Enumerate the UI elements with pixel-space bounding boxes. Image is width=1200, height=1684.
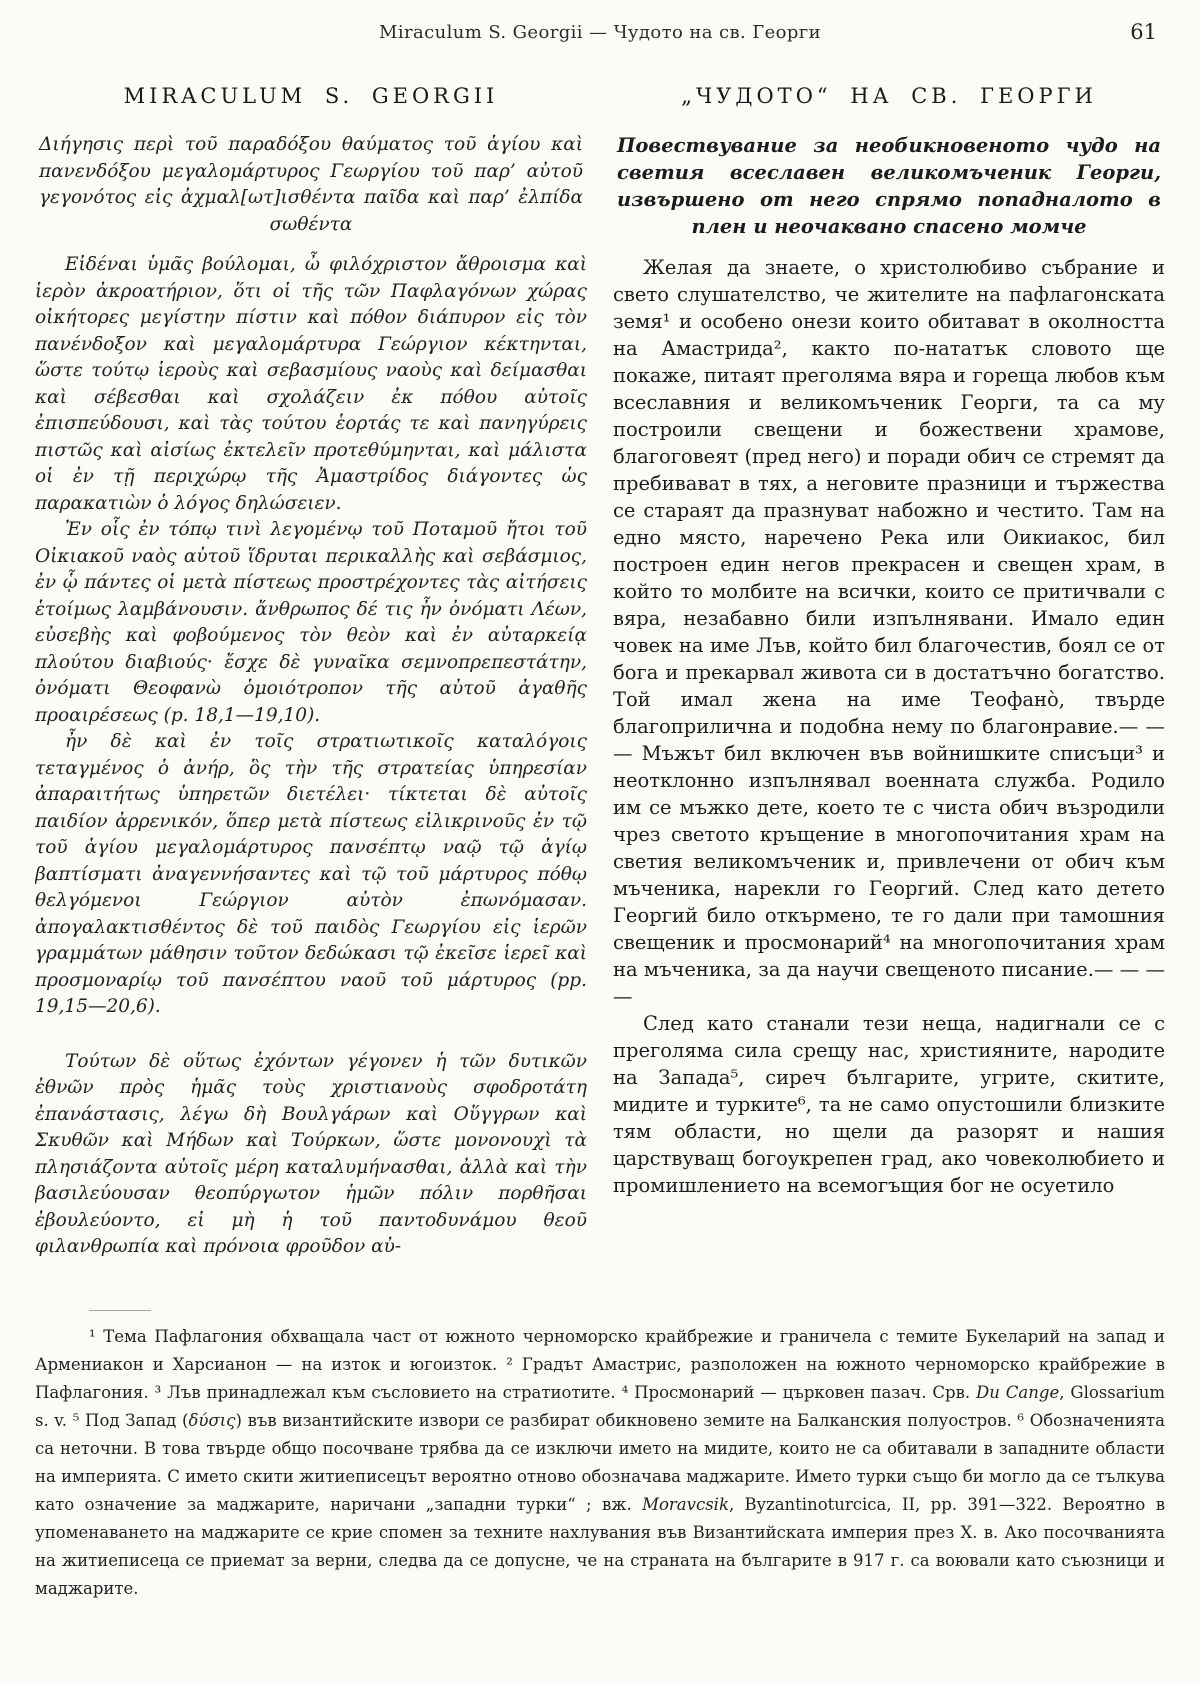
bulgarian-column <box>613 84 1165 1300</box>
greek-paragraph-1: Εἰδέναι ὑμᾶς βούλομαι, ὦ φιλόχριστον ἄθροισμα καὶ ἱερὸν ἀκροατήριον, ὅτι οἱ τῆς τῶν Παφλαγόνων χώρας οἰκήτορες μεγίστην πίστιν καὶ πόθον διάπυρον εἰς τὸν πανένδοξον καὶ μεγαλομάρτυρα Γεώργιον κέκτηνται, ὥστε τούτῳ ἱεροὺς καὶ σεβασμίους ναοὺς καὶ δείμασθαι καὶ σέβεσθαι καὶ σχολάζειν ἐκ πόθου αὐτοῖς ἐπισπεύδουσι, καὶ τὰς τούτου ἑορτάς τε καὶ πανηγύρεις πιστῶς καὶ αἰσίως ἐκτελεῖν προτεθύμηνται, καὶ μάλιστα οἱ ἐν τῇ περιχώρῳ τῆς Ἀμαστρίδος διάγοντες ὡς παρακατιὼν ὁ λόγος δηλώσειεν. <box>35 254 587 514</box>
greek-intro: Διήγησις περὶ τοῦ παραδόξου θαύματος τοῦ ἁγίου καὶ πανενδόξου μεγαλομάρτυρος Γεωργίου τοῦ παρ’ αὐτοῦ γεγονότος εἰς ἀχμαλ[ωτ]ισθέντα παῖδα καὶ παρ’ ἐλπίδα σωθέντα <box>39 134 583 235</box>
running-head <box>35 22 1165 48</box>
bulgarian-intro: Повествувание за необикновеното чудо на светия всеславен великомъченик Георги, извършено от него спрямо попадналото в плен и неочаквано спасено момче <box>617 134 1161 238</box>
footnote-text: ⁶ Обозначенията са неточни. В това твърде общо посочване трябва да се изключи името на мидите, които не са обитавали в западните области на империята. С името скити житиеписецът вероятно отново обозначава маджарите. Името турки също би могло да се тълкува като означение за маджарите, наричани „западни турки“ ; вж. <box>35 1411 1165 1514</box>
page-number: 61 <box>1130 20 1157 44</box>
footnote-text: ⁵ Под Запад ( <box>72 1411 189 1430</box>
footnote-text: ³ Лъв принадлежал към съсловието на стратиотите. <box>154 1383 622 1402</box>
footnote-cited-author: δύσις <box>188 1411 236 1430</box>
bulgarian-text-block <box>613 132 1165 1199</box>
footnote-text: ⁴ Просмонарий — църковен пазач. Срв. <box>621 1383 977 1402</box>
running-head-title: Miraculum S. Georgii — Чудото на св. Георги <box>378 22 822 43</box>
bulgarian-paragraph-2: След като станали тези неща, надигнали се с преголяма сила срещу нас, християните, народите на Запада⁵, сиреч българите, угрите, скитите, мидите и турките⁶, та не само опустошили близките тям области, но щели да разорят и нашия царствуващ богоукрепен град, ако човеколюбието и промишлението на всемогъщия бог не осуетило <box>613 1012 1165 1197</box>
footnote-text: , Glossarium s. v. <box>35 1383 1165 1430</box>
footnote-text: ) във византийските извори се разбират обикновено земите на Балканския полуостров. <box>235 1411 1018 1430</box>
two-column-layout <box>35 84 1165 1300</box>
greek-paragraph-3: ἦν δὲ καὶ ἐν τοῖς στρατιωτικοῖς καταλόγοις τεταγμένος ὁ ἀνήρ, ὃς τὴν τῆς στρατείας ὑπηρεσίαν ἀπαραιτήτως ὑπηρετῶν διετέλει· τίκτεται δὲ αὐτοῖς παιδίον ἀρρενικόν, ὅπερ μετὰ πίστεως εἰλικρινοῦς ἐν τῷ τοῦ ἁγίου μεγαλομάρτυρος πανσέπτῳ ναῷ τῷ ἁγίῳ βαπτίσματι ἀναγεννήσαντες καὶ τῷ τοῦ μάρτυρος πόθῳ θελγόμενοι Γεώργιον αὐτὸν ἐπωνόμασαν. ἀπογαλακτισθέντος δὲ τοῦ παιδὸς Γεωργίου εἰς ἱερῶν γραμμάτων μάθησιν τοῦτον δεδώκασι τῷ ἐκεῖσε ἱερεῖ καὶ προσμοναρίῳ τοῦ πανσέπτου ναοῦ τοῦ μάρτυρος (pp. 19,15—20,6). <box>35 731 587 1017</box>
greek-text-block <box>35 132 587 1261</box>
footnote-separator <box>89 1310 151 1311</box>
footnote-text: , Byzantinoturcica, II, pp. 391—322. Вероятно в упоменаването на маджарите се крие спомен за техните нахлувания във Византийската империя през X. в. Ако посочванията на житиеписеца се приемат за верни, следва да се допусне, че на страната на българите в 917 г. са воювали като съюзници и маджарите. <box>35 1495 1165 1598</box>
bulgarian-column-title: „ЧУДОТО“ НА СВ. ГЕОРГИ <box>681 84 1097 108</box>
footnote-text: ¹ Тема Пафлагония обхващала част от южното черноморско крайбрежие и граничела с темите Букеларий на запад и Армениакон и Харсианон — на изток и югоизток. <box>35 1327 1165 1374</box>
footnote-cited-author: Moravcsik <box>642 1495 729 1514</box>
greek-paragraph-4: Τούτων δὲ οὕτως ἐχόντων γέγονεν ἡ τῶν δυτικῶν ἐθνῶν πρὸς ἡμᾶς τοὺς χριστιανοὺς σφοδροτάτη ἐπανάστασις, λέγω δὴ Βουλγάρων καὶ Οὕγγρων καὶ Σκυθῶν καὶ Μήδων καὶ Τούρκων, ὥστε μονονουχὶ τὰ πλησιάζοντα αὐτοῖς μέρη καταλυμήνασθαι, ἀλλὰ καὶ τὴν βασιλεύουσαν θεοπύργωτον ἡμῶν πόλιν πορθῆσαι ἐβουλεύοντο, εἰ μὴ ἡ τοῦ παντοδυνάμου θεοῦ φιλανθρωπία καὶ πρόνοια φροῦδον αὐ- <box>35 1050 587 1257</box>
footnote-cited-author: Du Cange <box>976 1383 1060 1402</box>
greek-column-title: MIRACULUM S. GEORGII <box>123 84 499 108</box>
bulgarian-paragraph-1: Желая да знаете, о христолюбиво събрание и свето слушателство, че жителите на пафлагонската земя¹ и особено онези които обитават в околността на Амастрида², както по-нататък словото ще покаже, питаят преголяма вяра и гореща любов към всеславния и великомъченик Георги, та са му построили свещени и божествени храмове, благоговеят (пред него) и поради обич се стремят да пребивават в тях, а неговите празници и тържества се стараят да празнуват набожно и честито. Там на едно място, наречено Река или Оикиакос, бил построен един негов прекрасен и свещен храм, в който то молбите на всички, които се притичвали с вяра, незабавно били изпълнявани. Имало един човек на име Лъв, който бил благочестив, боял се от бога и прекарвал живота си в достатъчно богатство. Той имал жена на име Теофанò, твърде благоприлична и подобна нему по благонравие.— — — Мъжът бил включен във войнишките списъци³ и неотклонно изпълнявал военната служба. Родило им се мъжко дете, което те с чиста обич възродили чрез светото кръщение в многопочитания храм на светия великомъченик и, привлечени от обич към мъченика, нарекли го Георгий. След като детето Георгий било откърмено, те го дали при тамошния свещеник и просмонарий⁴ на многопочитания храм на мъченика, за да научи свещеното писание.— — — — <box>613 256 1165 1008</box>
footnote-text: ² Градът Амастрис, разположен на южното черноморско крайбрежие в Пафлагония. <box>35 1355 1165 1402</box>
footnotes <box>35 1323 1165 1603</box>
greek-paragraph-2: Ἐν οἷς ἐν τόπῳ τινὶ λεγομένῳ τοῦ Ποταμοῦ ἤτοι τοῦ Οἰκιακοῦ ναὸς αὐτοῦ ἵδρυται περικαλλὴς καὶ σεβάσμιος, ἐν ᾧ πάντες οἱ μετὰ πίστεως προστρέχοντες τὰς αἰτήσεις ἑτοίμως λαμβάνουσιν. ἄνθρωπος δέ τις ἦν ὀνόματι Λέων, εὐσεβὴς καὶ φοβούμενος τὸν θεὸν καὶ ἐν αὐταρκείᾳ πλούτου διαβιούς· ἔσχε δὲ γυναῖκα σεμνοπρεπεστάτην, ὀνόματι Θεοφανὼ ὁμοιότροπον τῆς αὐτοῦ ἀγαθῆς προαιρέσεως (p. 18,1—19,10). <box>35 519 587 726</box>
greek-column <box>35 84 587 1300</box>
